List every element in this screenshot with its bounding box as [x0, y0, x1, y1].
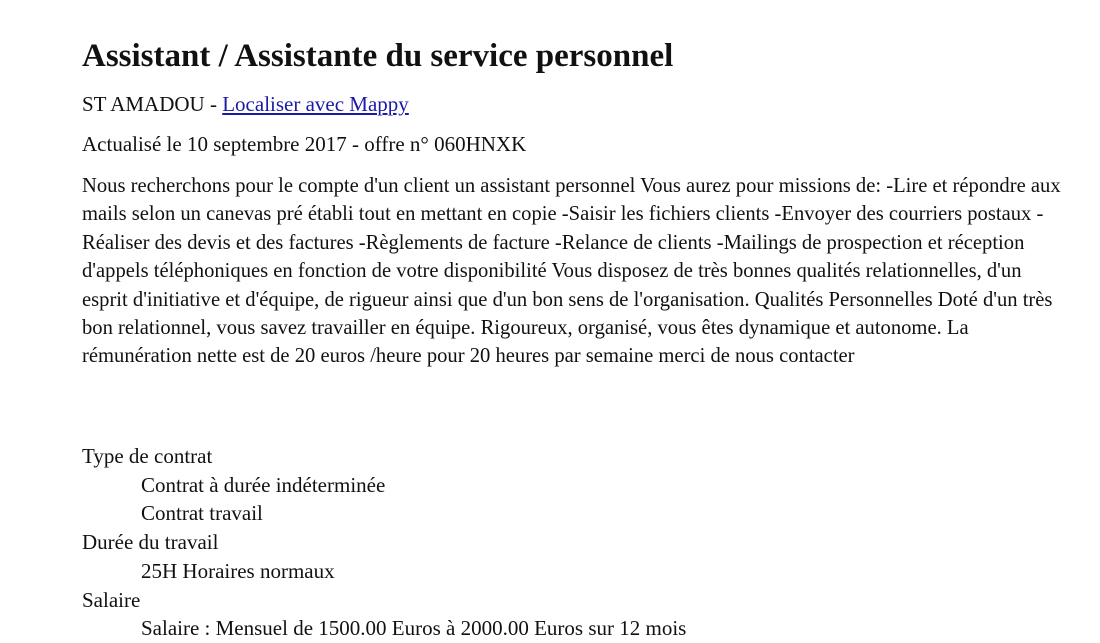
job-details: [82, 442, 686, 643]
work-duration-value: 25H Horaires normaux: [141, 558, 335, 583]
contract-type-value: Contrat à durée indéterminée: [141, 472, 386, 497]
mappy-link[interactable]: Localiser avec Mappy: [222, 92, 409, 116]
update-line: Actualisé le 10 septembre 2017 - offre n° 060HNXK: [82, 132, 527, 156]
salary-label: Salaire: [82, 587, 141, 612]
salary-value: Salaire : Mensuel de 1500.00 Euros à 2000.00 Euros sur 12 mois: [141, 616, 687, 641]
location-line: [82, 90, 409, 118]
job-title: Assistant / Assistante du service personnel: [82, 38, 674, 74]
contract-type-label: Type de contrat: [82, 444, 213, 468]
location-text: ST AMADOU: [82, 92, 205, 116]
work-duration-label: Durée du travail: [82, 530, 219, 555]
contract-type-value: Contrat travail: [141, 501, 263, 526]
location-separator: -: [204, 92, 223, 116]
job-description: Nous recherchons pour le compte d'un client un assistant personnel Vous aurez pour missions de: -Lire et répondre aux mails selon un canevas pré établi tout en mettant en copie -Saisir les fichiers clients -Envoyer des courriers postaux -Réaliser des devis et des factures -Règlements de facture -Relance de clients -Mailings de prospection et réception d'appels téléphoniques en fonction de votre disponibilité Vous disposez de très bonnes qualités relationnelles, d'un esprit d'initiative et d'équipe, de rigueur ainsi que d'un bon sens de l'organisation. Qualités Personnelles Doté d'un très bon relationnel, vous savez travailler en équipe. Rigoureux, organisé, vous êtes dynamique et autonome. La rémunération nette est de 20 euros /heure pour 20 heures par semaine merci de nous contacter: [82, 175, 1061, 368]
